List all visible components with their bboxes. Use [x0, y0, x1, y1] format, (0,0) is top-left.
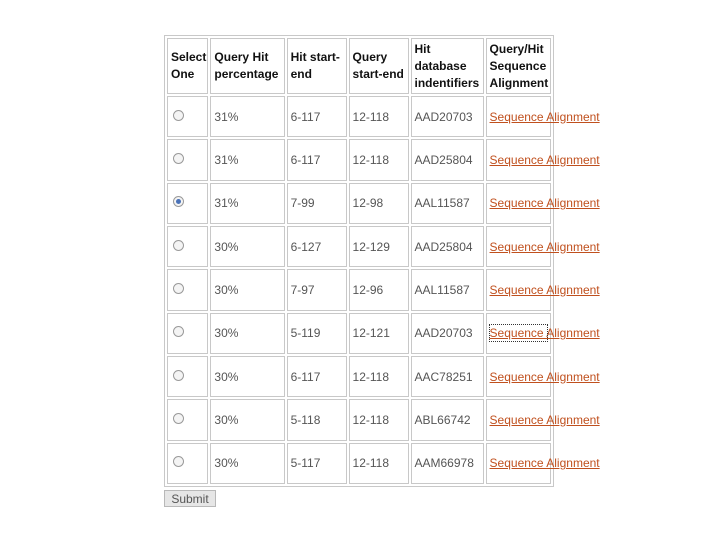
header-hit-database-identifiers: Hit database indentifiers: [411, 38, 484, 94]
database-identifier-cell: AAM66978: [411, 443, 484, 484]
alignment-cell: [486, 226, 600, 267]
header-sequence-alignment: Query/Hit Sequence Alignment: [486, 38, 551, 94]
database-identifier-cell: AAD25804: [411, 226, 484, 267]
select-radio[interactable]: [173, 413, 184, 424]
hit-percentage-cell: 31%: [210, 96, 284, 137]
hit-percentage-cell: 30%: [210, 313, 284, 354]
query-start-end-cell: 12-121: [349, 313, 409, 354]
table-row: [167, 226, 551, 267]
database-identifier-cell: AAC78251: [411, 356, 484, 397]
select-radio[interactable]: [173, 240, 184, 251]
hit-percentage-cell: 30%: [210, 356, 284, 397]
select-cell: [167, 269, 208, 310]
query-start-end-cell: 12-98: [349, 183, 409, 224]
header-query-hit-percentage: Query Hit percentage: [210, 38, 284, 94]
alignment-cell: [486, 399, 600, 440]
hit-percentage-cell: 31%: [210, 139, 284, 180]
sequence-alignment-link[interactable]: Sequence Alignment: [489, 412, 600, 427]
sequence-alignment-link[interactable]: Sequence Alignment: [489, 282, 600, 297]
sequence-alignment-link[interactable]: Sequence Alignment: [489, 456, 600, 471]
database-identifier-cell: AAD20703: [411, 96, 484, 137]
hit-percentage-cell: 31%: [210, 183, 284, 224]
alignment-cell: [486, 139, 600, 180]
table-body: [167, 96, 600, 484]
results-table: [164, 35, 600, 487]
hit-start-end-cell: 5-118: [287, 399, 347, 440]
table-row: [167, 139, 551, 180]
table-row: [167, 96, 551, 137]
query-start-end-cell: 12-118: [349, 356, 409, 397]
query-start-end-cell: 12-129: [349, 226, 409, 267]
hit-start-end-cell: 6-117: [287, 96, 347, 137]
hit-percentage-cell: 30%: [210, 226, 284, 267]
select-cell: [167, 443, 208, 484]
select-radio[interactable]: [173, 153, 184, 164]
sequence-alignment-link[interactable]: Sequence Alignment: [489, 369, 600, 384]
select-cell: [167, 183, 208, 224]
alignment-cell: [486, 183, 600, 224]
select-radio[interactable]: [173, 326, 184, 337]
table-row: [167, 269, 551, 310]
database-identifier-cell: AAD20703: [411, 313, 484, 354]
hit-start-end-cell: 7-97: [287, 269, 347, 310]
query-start-end-cell: 12-96: [349, 269, 409, 310]
database-identifier-cell: AAL11587: [411, 183, 484, 224]
database-identifier-cell: AAL11587: [411, 269, 484, 310]
table-row: [167, 356, 551, 397]
header-row: [167, 38, 551, 94]
sequence-alignment-link[interactable]: Sequence Alignment: [489, 239, 600, 254]
table-row: [167, 443, 551, 484]
hit-start-end-cell: 6-127: [287, 226, 347, 267]
database-identifier-cell: ABL66742: [411, 399, 484, 440]
select-cell: [167, 356, 208, 397]
header-hit-start-end: Hit start-end: [287, 38, 347, 94]
sequence-alignment-link[interactable]: Sequence Alignment: [489, 326, 600, 341]
hit-percentage-cell: 30%: [210, 443, 284, 484]
hit-start-end-cell: 7-99: [287, 183, 347, 224]
table-row: [167, 313, 551, 354]
database-identifier-cell: AAD25804: [411, 139, 484, 180]
header-select-one: Select One: [167, 38, 208, 94]
sequence-alignment-link[interactable]: Sequence Alignment: [489, 152, 600, 167]
sequence-alignment-link[interactable]: Sequence Alignment: [489, 196, 600, 211]
hit-start-end-cell: 5-117: [287, 443, 347, 484]
alignment-cell: [486, 269, 600, 310]
select-radio[interactable]: [173, 283, 184, 294]
select-radio[interactable]: [173, 456, 184, 467]
sequence-alignment-link[interactable]: Sequence Alignment: [489, 109, 600, 124]
select-cell: [167, 226, 208, 267]
query-start-end-cell: 12-118: [349, 443, 409, 484]
select-cell: [167, 313, 208, 354]
alignment-cell: [486, 443, 600, 484]
table-row: [167, 183, 551, 224]
hit-percentage-cell: 30%: [210, 269, 284, 310]
select-cell: [167, 139, 208, 180]
alignment-cell: [486, 313, 600, 354]
hit-start-end-cell: 6-117: [287, 356, 347, 397]
select-radio[interactable]: [173, 196, 184, 207]
submit-button[interactable]: Submit: [164, 490, 216, 507]
table-row: [167, 399, 551, 440]
query-start-end-cell: 12-118: [349, 96, 409, 137]
hit-percentage-cell: 30%: [210, 399, 284, 440]
select-cell: [167, 399, 208, 440]
alignment-cell: [486, 96, 600, 137]
query-start-end-cell: 12-118: [349, 139, 409, 180]
select-cell: [167, 96, 208, 137]
alignment-cell: [486, 356, 600, 397]
select-radio[interactable]: [173, 110, 184, 121]
header-query-start-end: Query start-end: [349, 38, 409, 94]
hit-start-end-cell: 5-119: [287, 313, 347, 354]
hit-start-end-cell: 6-117: [287, 139, 347, 180]
query-start-end-cell: 12-118: [349, 399, 409, 440]
select-radio[interactable]: [173, 370, 184, 381]
